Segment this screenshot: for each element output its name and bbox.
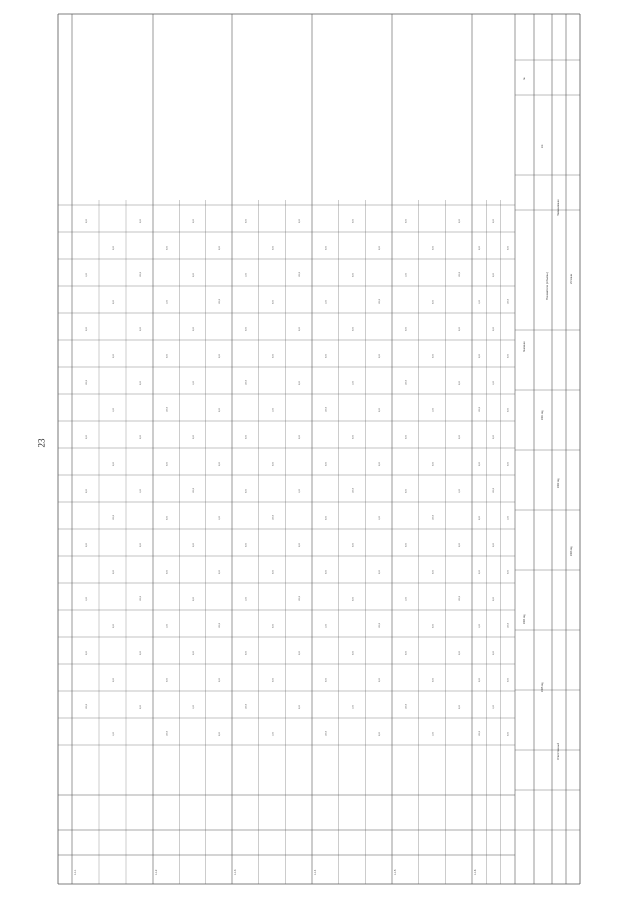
table-cell-value: 0,00	[245, 543, 248, 547]
table-cell-value: 100,0	[459, 595, 461, 601]
table-cell-value: 0,00	[352, 219, 355, 223]
table-cell-value: 100,0	[219, 622, 222, 628]
table-cell-value: 0,00	[299, 381, 301, 385]
table-cell-value: 1,00	[478, 300, 481, 304]
table-cell-value: 0,00	[166, 570, 169, 574]
table-cell-value: 0,00	[325, 516, 328, 520]
table-cell-value: 0,00	[352, 327, 355, 331]
table-cell-value: 100,0	[85, 379, 88, 385]
table-cell-value: 0,00	[507, 732, 510, 736]
table-cell-value: 0,00	[272, 570, 275, 574]
table-cell-value: 0,00	[432, 300, 435, 304]
table-cell-value: 100,0	[507, 622, 510, 628]
table-cell-value: 1,00	[245, 273, 248, 277]
table-cell-value: 0,00	[352, 543, 355, 547]
table-cell-value: 100,0	[352, 487, 355, 493]
table-cell-value: 1,00	[325, 624, 328, 628]
table-cell-value: 0,00	[112, 624, 115, 628]
table-cell-value: 1,00	[85, 597, 88, 601]
table-cell-value: 100,0	[459, 271, 461, 277]
table-cell-value: 0,00	[379, 570, 381, 574]
table-cell-value: 0,00	[85, 489, 88, 493]
table-cell-value: 0,00	[507, 570, 510, 574]
page-number: 23	[36, 438, 47, 448]
table-cell-value: 0,00	[459, 219, 461, 223]
table-cell-value: 0,00	[478, 462, 481, 466]
header-label: п/п	[541, 144, 544, 148]
table-cell-value: 0,00	[272, 624, 275, 628]
table-cell-value: 0,00	[493, 219, 496, 223]
table-cell-value: 0,00	[219, 408, 222, 412]
table-cell-value: 0,00	[166, 678, 169, 682]
table-cell-value: 0,00	[245, 489, 248, 493]
table-cell-value: 0,00	[379, 354, 381, 358]
table-cell-value: 100,0	[493, 487, 496, 493]
table-cell-value: 0,00	[192, 651, 195, 655]
table-cell-value: 0,00	[166, 462, 169, 466]
table-cell-value: 0,00	[459, 543, 461, 547]
header-label: Ответственный	[557, 742, 560, 760]
table-cell-value: 0,00	[405, 543, 408, 547]
table-cell-value: 100,0	[379, 622, 381, 628]
table-cell-value: 100,0	[379, 298, 381, 304]
table-cell-value: 0,00	[219, 354, 222, 358]
table-cell-value: 0,00	[459, 651, 461, 655]
table-cell-value: 100,0	[85, 703, 88, 709]
table-cell-value: 1,00	[352, 381, 355, 385]
table-cell-value: 0,00	[478, 516, 481, 520]
table-cell-value: 1,00	[299, 489, 301, 493]
group-label: 1.1.5	[394, 869, 397, 875]
table-cell-value: 100,0	[112, 514, 115, 520]
table-cell-value: 0,00	[432, 246, 435, 250]
table-cell-value: 0,00	[493, 597, 496, 601]
table-cell-value: 100,0	[405, 703, 408, 709]
table-cell-value: 0,00	[299, 219, 301, 223]
table-cell-value: 100,0	[166, 406, 169, 412]
table-cell-value: 0,00	[112, 246, 115, 250]
table-cell-value: 1,00	[245, 597, 248, 601]
table-cell-value: 0,00	[379, 462, 381, 466]
table-cell-value: 0,00	[219, 732, 222, 736]
table-cell-value: 0,00	[432, 570, 435, 574]
table-cell-value: 0,00	[112, 354, 115, 358]
table-cell-value: 0,00	[432, 678, 435, 682]
table-cell-value: 100,0	[192, 487, 195, 493]
header-label: №	[523, 77, 526, 80]
table-cell-value: 1,00	[272, 732, 275, 736]
table-cell-value: 0,00	[459, 435, 461, 439]
table-cell-value: 0,00	[478, 678, 481, 682]
table-cell-value: 100,0	[272, 514, 275, 520]
table-cell-value: 0,00	[459, 327, 461, 331]
table-cell-value: 1,00	[192, 705, 195, 709]
table-cell-value: 0,00	[325, 678, 328, 682]
table-cell-value: 0,00	[245, 435, 248, 439]
table-cell-value: 0,00	[379, 678, 381, 682]
table-cell-value: 0,00	[493, 435, 496, 439]
table-cell-value: 1,00	[272, 408, 275, 412]
table-cell-value: 0,00	[219, 570, 222, 574]
table-cell-value: 100,0	[299, 595, 301, 601]
table-title: Показатели (объемы)	[545, 272, 549, 300]
table-cell-value: 1,00	[379, 516, 381, 520]
table-cell-value: 0,00	[245, 219, 248, 223]
header-label: Наименование	[557, 199, 560, 216]
table-cell-value: 0,00	[507, 354, 510, 358]
table-cell-value: 1,00	[507, 516, 510, 520]
table-cell-value: 1,00	[405, 597, 408, 601]
table-cell-value: 0,00	[166, 516, 169, 520]
table-cell-value: 1,00	[405, 273, 408, 277]
table-cell-value: 0,00	[325, 462, 328, 466]
table-cell-value: 1,00	[166, 624, 169, 628]
table-cell-value: 0,00	[299, 543, 301, 547]
table-cell-value: 0,00	[405, 435, 408, 439]
table-cell-value: 100,0	[245, 703, 248, 709]
header-label: 2022 год	[557, 478, 560, 488]
table-cell-value: 0,00	[139, 705, 142, 709]
table-cell-value: 1,00	[493, 705, 496, 709]
table-cell-value: 1,00	[85, 273, 88, 277]
table-cell-value: 0,00	[405, 327, 408, 331]
table-cell-value: 0,00	[85, 327, 88, 331]
table-cell-value: 0,00	[139, 381, 142, 385]
table-cell-value: 0,00	[352, 597, 355, 601]
table-cell-value: 100,0	[245, 379, 248, 385]
table-cell-value: 0,00	[493, 543, 496, 547]
table-cell-value: 1,00	[493, 381, 496, 385]
table-cell-value: 0,00	[432, 624, 435, 628]
table-cell-value: 0,00	[352, 651, 355, 655]
table-cell-value: 0,00	[459, 705, 461, 709]
table-cell-value: 0,00	[85, 651, 88, 655]
table-cell-value: 0,00	[245, 327, 248, 331]
table-cell-value: 100,0	[507, 298, 510, 304]
table-cell-value: 0,00	[245, 651, 248, 655]
table-cell-value: 0,00	[299, 651, 301, 655]
header-label: 2024 год	[523, 614, 526, 624]
header-label: Источник	[570, 273, 573, 284]
table-cell-value: 100,0	[139, 595, 142, 601]
table-cell-value: 0,00	[507, 408, 510, 412]
table-cell-value: 0,00	[166, 246, 169, 250]
group-label: 1.1.1	[74, 869, 77, 875]
table-cell-value: 0,00	[325, 570, 328, 574]
table-cell-value: 0,00	[139, 543, 142, 547]
table-cell-value: 0,00	[219, 246, 222, 250]
table-cell-value: 0,00	[379, 408, 381, 412]
group-label: 1.1.3	[234, 869, 237, 875]
table-cell-value: 100,0	[166, 730, 169, 736]
table-cell-value: 0,00	[272, 462, 275, 466]
group-label: 1.1.4	[314, 869, 317, 875]
table-cell-value: 0,00	[85, 435, 88, 439]
table-cell-value: 1,00	[139, 489, 142, 493]
table-cell-value: 0,00	[325, 354, 328, 358]
table-cell-value: 0,00	[405, 219, 408, 223]
table-cell-value: 0,00	[405, 651, 408, 655]
table-cell-value: 0,00	[112, 570, 115, 574]
table-cell-value: 1,00	[192, 381, 195, 385]
table-cell-value: 0,00	[352, 435, 355, 439]
table-cell-value: 0,00	[507, 246, 510, 250]
table-cell-value: 0,00	[299, 327, 301, 331]
table-cell-value: 0,00	[192, 597, 195, 601]
table-cell-value: 100,0	[139, 271, 142, 277]
group-label: 1.1.6	[474, 869, 477, 875]
table-cell-value: 0,00	[192, 435, 195, 439]
table-cell-value: 0,00	[112, 462, 115, 466]
table-cell-value: 0,00	[166, 354, 169, 358]
table-cell-value: 100,0	[405, 379, 408, 385]
header-label: 2023 год	[570, 546, 573, 556]
table-cell-value: 0,00	[493, 651, 496, 655]
table-cell-value: 1,00	[112, 408, 115, 412]
table-cell-value: 0,00	[112, 300, 115, 304]
table-cell-value: 0,00	[325, 246, 328, 250]
table-cell-value: 0,00	[139, 327, 142, 331]
table-cell-value: 0,00	[139, 219, 142, 223]
table-cell-value: 0,00	[85, 219, 88, 223]
table-cell-value: 1,00	[325, 300, 328, 304]
table-cell-value: 0,00	[192, 219, 195, 223]
table-cell-value: 0,00	[192, 273, 195, 277]
table-cell-value: 100,0	[478, 730, 481, 736]
header-label: Значение	[523, 341, 526, 352]
table-cell-value: 0,00	[478, 246, 481, 250]
table-cell-value: 0,00	[139, 435, 142, 439]
table-cell-value: 0,00	[139, 651, 142, 655]
table-cell-value: 1,00	[166, 300, 169, 304]
table-cell-value: 1,00	[112, 732, 115, 736]
table-cell-value: 1,00	[432, 408, 435, 412]
table-cell-value: 0,00	[272, 246, 275, 250]
table-cell-value: 0,00	[299, 435, 301, 439]
table-cell-value: 100,0	[325, 406, 328, 412]
table-cell-value: 0,00	[299, 705, 301, 709]
table-cell-value: 0,00	[432, 462, 435, 466]
table-cell-value: 0,00	[379, 732, 381, 736]
table-cell-value: 0,00	[85, 543, 88, 547]
table-cell-value: 0,00	[272, 300, 275, 304]
table-cell-value: 1,00	[432, 732, 435, 736]
table-cell-value: 0,00	[493, 273, 496, 277]
table-cell-value: 0,00	[459, 381, 461, 385]
table-cell-value: 0,00	[493, 327, 496, 331]
table-cell-value: 0,00	[272, 354, 275, 358]
table-cell-value: 1,00	[478, 624, 481, 628]
table-cell-value: 0,00	[219, 678, 222, 682]
table-cell-value: 1,00	[352, 705, 355, 709]
table-cell-value: 0,00	[352, 273, 355, 277]
table-cell-value: 100,0	[325, 730, 328, 736]
table-cell-value: 0,00	[192, 543, 195, 547]
table-cell-value: 100,0	[299, 271, 301, 277]
table-cell-value: 1,00	[459, 489, 461, 493]
table-cell-value: 0,00	[478, 570, 481, 574]
table-cell-value: 1,00	[219, 516, 222, 520]
table-cell-value: 0,00	[478, 354, 481, 358]
table-cell-value: 0,00	[507, 678, 510, 682]
table-cell-value: 0,00	[507, 462, 510, 466]
table-cell-value: 100,0	[432, 514, 435, 520]
table-cell-value: 0,00	[405, 489, 408, 493]
table-cell-value: 100,0	[219, 298, 222, 304]
table-cell-value: 0,00	[219, 462, 222, 466]
header-label: 2025 год	[541, 682, 544, 692]
table-cell-value: 100,0	[478, 406, 481, 412]
header-label: 2021 год	[541, 410, 544, 420]
table-cell-value: 0,00	[192, 327, 195, 331]
group-label: 1.1.2	[155, 869, 158, 875]
table-cell-value: 0,00	[272, 678, 275, 682]
table-cell-value: 0,00	[379, 246, 381, 250]
table-cell-value: 0,00	[432, 354, 435, 358]
table-cell-value: 0,00	[112, 678, 115, 682]
